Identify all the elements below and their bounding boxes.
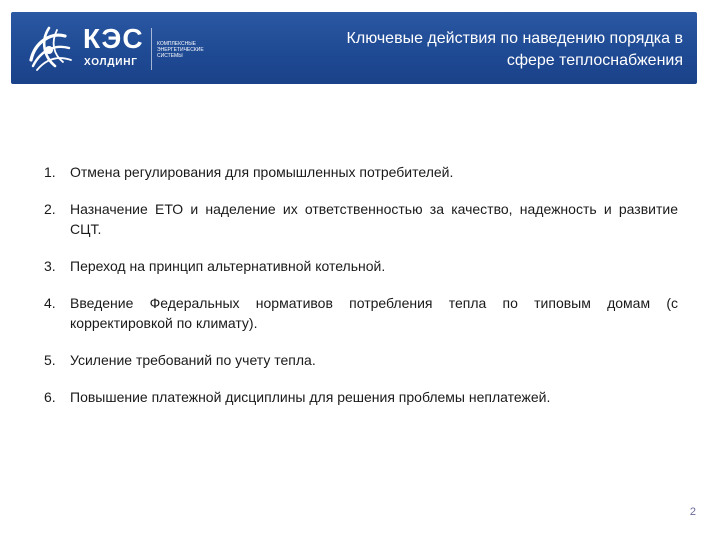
list-item-text: Введение Федеральных нормативов потребления тепла по типовым домам (с корректировкой по климату).: [70, 295, 678, 331]
list-item-text: Переход на принцип альтернативной котельной.: [70, 258, 386, 274]
list-item-text: Отмена регулирования для промышленных потребителей.: [70, 164, 454, 180]
list-item: [44, 162, 678, 182]
company-logo: [19, 18, 239, 78]
list-item-number: 4.: [44, 295, 56, 311]
header-bar: [11, 12, 697, 84]
list-item-number: 2.: [44, 201, 56, 217]
list-item: [44, 350, 678, 370]
logo-divider: [151, 28, 152, 70]
logo-brand-text: КЭС: [83, 23, 144, 54]
page-number: 2: [689, 506, 696, 518]
list-item: [44, 199, 678, 239]
list-item-number: 6.: [44, 389, 56, 405]
actions-list: [44, 162, 678, 424]
list-item-number: 5.: [44, 352, 56, 368]
logo-subtitle-text: ХОЛДИНГ: [84, 57, 138, 68]
list-item-text: Назначение ЕТО и наделение их ответственностью за качество, надежность и развитие СЦТ.: [70, 201, 678, 237]
list-item-number: 3.: [44, 258, 56, 274]
list-item: [44, 256, 678, 276]
slide-title: Ключевые действия по наведению порядка в сфере теплоснабжения: [346, 30, 683, 69]
logo-tagline-text: КОМПЛЕКСНЫЕ ЭНЕРГЕТИЧЕСКИЕ СИСТЕМЫ: [157, 41, 204, 59]
list-item: [44, 387, 678, 407]
list-item-number: 1.: [44, 164, 56, 180]
list-item: [44, 293, 678, 333]
list-item-text: Повышение платежной дисциплины для решения проблемы неплатежей.: [70, 389, 551, 405]
list-item-text: Усиление требований по учету тепла.: [70, 352, 316, 368]
kes-emblem-icon: [21, 20, 77, 76]
